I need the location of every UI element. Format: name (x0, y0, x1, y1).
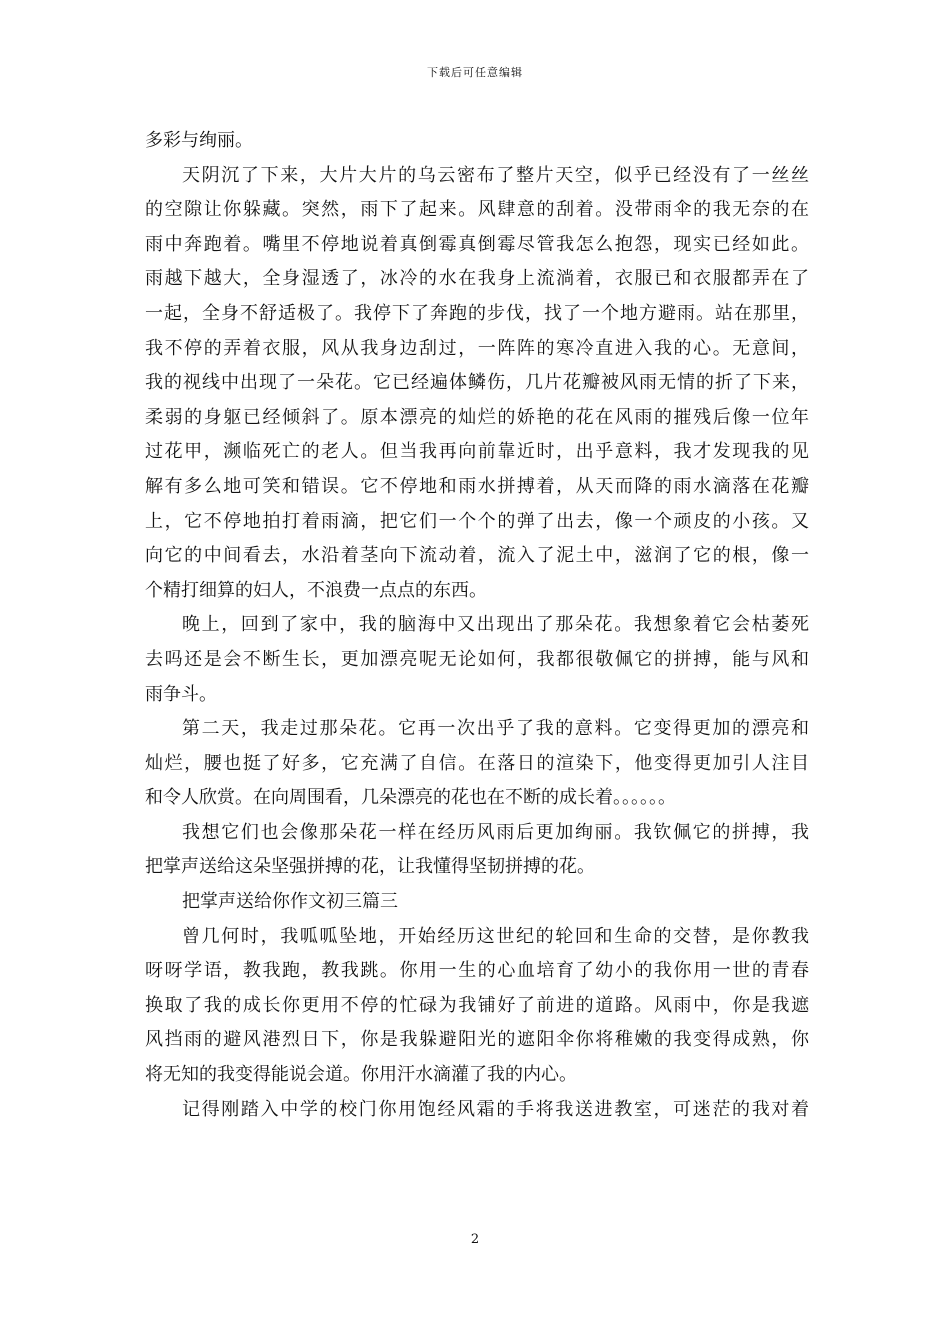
text-line: 我想它们也会像那朵花一样在经历风雨后更加绚丽。我钦佩它的拼搏，我 (182, 821, 809, 843)
text-line: 一起，全身不舒适极了。我停下了奔跑的步伐，找了一个地方避雨。站在那里， (145, 302, 809, 324)
text-line: 雨争斗。 (145, 683, 217, 705)
text-line: 的空隙让你躲藏。突然，雨下了起来。风肆意的刮着。没带雨伞的我无奈的在 (145, 199, 809, 221)
text-line: 第二天，我走过那朵花。它再一次出乎了我的意料。它变得更加的漂亮和 (182, 718, 809, 740)
page-number: 2 (470, 1232, 480, 1247)
text-line: 上，它不停地拍打着雨滴，把它们一个个的弹了出去，像一个顽皮的小孩。又 (145, 510, 809, 532)
text-line: 将无知的我变得能说会道。你用汗水滴灌了我的内心。 (145, 1064, 577, 1086)
text-line: 柔弱的身躯已经倾斜了。原本漂亮的灿烂的娇艳的花在风雨的摧残后像一位年 (145, 406, 809, 428)
text-line: 过花甲，濒临死亡的老人。但当我再向前靠近时，出乎意料，我才发现我的见 (145, 441, 809, 463)
text-line: 多彩与绚丽。 (145, 130, 253, 151)
section-heading: 把掌声送给你作文初三篇三 (182, 891, 398, 913)
text-line: 个精打细算的妇人，不浪费一点点的东西。 (145, 579, 487, 601)
text-line: 去吗还是会不断生长，更加漂亮呢无论如何，我都很敬佩它的拼搏，能与风和 (145, 648, 809, 670)
page-header: 下载后可任意编辑 (427, 66, 523, 79)
text-line: 把掌声送给这朵坚强拼搏的花，让我懂得坚韧拼搏的花。 (145, 856, 595, 878)
text-line: 我的视线中出现了一朵花。它已经遍体鳞伤，几片花瓣被风雨无情的折了下来， (145, 372, 809, 394)
text-line: 雨越下越大，全身湿透了，冰冷的水在我身上流淌着，衣服已和衣服都弄在了 (145, 268, 809, 290)
text-line: 灿烂，腰也挺了好多，它充满了自信。在落日的渲染下，他变得更加引人注目 (145, 752, 809, 774)
text-line: 雨中奔跑着。嘴里不停地说着真倒霉真倒霉尽管我怎么抱怨，现实已经如此。 (145, 233, 809, 255)
text-line: 晚上，回到了家中，我的脑海中又出现出了那朵花。我想象着它会枯萎死 (182, 614, 809, 636)
text-line: 和令人欣赏。在向周围看，几朵漂亮的花也在不断的成长着。。。。。。 (145, 787, 676, 809)
text-line: 向它的中间看去，水沿着茎向下流动着，流入了泥土中，滋润了它的根，像一 (145, 545, 809, 567)
text-line: 风挡雨的避风港烈日下，你是我躲避阳光的遮阳伞你将稚嫩的我变得成熟，你 (145, 1029, 809, 1051)
document-body (145, 124, 809, 1127)
text-line: 解有多么地可笑和错误。它不停地和雨水拼搏着，从天而降的雨水滴落在花瓣 (145, 475, 809, 497)
text-line: 我不停的弄着衣服，风从我身边刮过，一阵阵的寒冷直进入我的心。无意间， (145, 337, 809, 359)
text-line: 天阴沉了下来，大片大片的乌云密布了整片天空，似乎已经没有了一丝丝 (182, 164, 809, 186)
text-line: 呀呀学语，教我跑，教我跳。你用一生的心血培育了幼小的我你用一世的青春 (145, 960, 809, 982)
text-line: 记得刚踏入中学的校门你用饱经风霜的手将我送进教室，可迷茫的我对着 (182, 1098, 809, 1120)
text-line: 曾几何时，我呱呱坠地，开始经历这世纪的轮回和生命的交替，是你教我 (182, 925, 809, 947)
text-line: 换取了我的成长你更用不停的忙碌为我铺好了前进的道路。风雨中，你是我遮 (145, 994, 809, 1016)
